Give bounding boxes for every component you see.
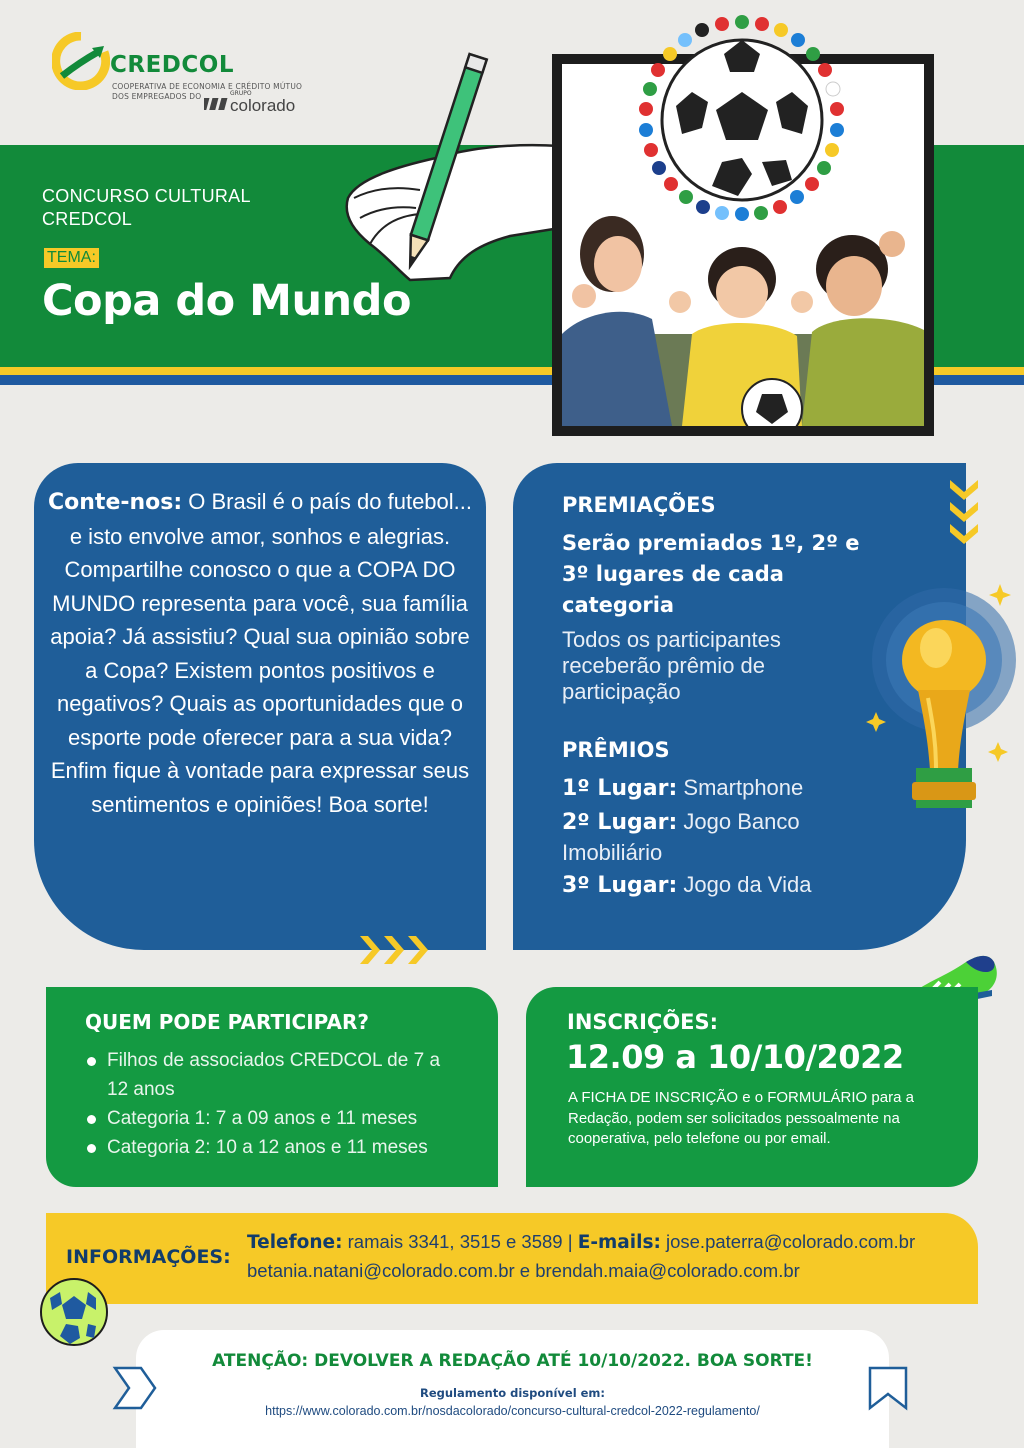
email-label: E-mails:: [577, 1232, 661, 1253]
prize-first-item: Smartphone: [677, 775, 804, 800]
prizes-title: PRÊMIOS: [562, 738, 670, 762]
contest-label-line1: CONCURSO CULTURAL: [42, 186, 251, 206]
email-link[interactable]: jose.paterra@colorado.com.br: [660, 1231, 916, 1252]
list-item: Filhos de associados CREDCOL de 7 a 12 anos: [85, 1046, 445, 1104]
contest-label-line2: CREDCOL: [42, 209, 133, 229]
chevrons-right-icon: [358, 934, 430, 966]
phone-label: Telefone:: [247, 1232, 343, 1253]
prize-third: [562, 870, 862, 901]
info-contacts: [247, 1228, 967, 1285]
credcol-swoosh-icon: [52, 32, 110, 90]
logo-subtitle-line2: DOS EMPREGADOS DO: [112, 92, 202, 101]
hand-pencil-illustration: [340, 48, 560, 288]
rules-link[interactable]: https://www.colorado.com.br/nosdacolorado/concurso-cultural-credcol-2022-regulamento/: [265, 1404, 760, 1418]
prize-first-place: 1º Lugar:: [562, 776, 678, 801]
awards-highlight: Serão premiados 1º, 2º e 3º lugares de cada categoria: [562, 531, 860, 617]
email-links[interactable]: betania.natani@colorado.com.br e brendah.maia@colorado.com.br: [247, 1260, 800, 1281]
chevrons-down-icon: [948, 478, 980, 548]
info-label: INFORMAÇÕES:: [66, 1246, 231, 1268]
registration-text: A FICHA DE INSCRIÇÃO e o FORMULÁRIO para a Redação, podem ser solicitados pessoalmente na cooperativa, pelo telefone ou por email.: [568, 1089, 914, 1147]
list-item: Categoria 1: 7 a 09 anos e 11 meses: [85, 1104, 485, 1133]
page-title: Copa do Mundo: [42, 276, 411, 326]
registration-dates: 12.09 a 10/10/2022: [566, 1038, 904, 1076]
story-text: [44, 485, 476, 821]
prize-second-item: Jogo Banco Imobiliário: [562, 809, 800, 865]
registration-title: INSCRIÇÕES:: [567, 1010, 719, 1034]
credcol-logo: [52, 30, 352, 122]
logo-group: colorado: [230, 96, 296, 115]
who-title: QUEM PODE PARTICIPAR?: [85, 1010, 369, 1034]
contest-label: [42, 185, 251, 231]
prize-first: [562, 773, 862, 804]
list-item: Categoria 2: 10 a 12 anos e 11 meses: [85, 1133, 485, 1162]
phone-value: ramais 3341, 3515 e 3589 |: [342, 1231, 578, 1252]
prize-third-item: Jogo da Vida: [677, 872, 812, 897]
logo-group-small: GRUPO: [230, 90, 252, 97]
bookmark-icon: [864, 1364, 912, 1412]
world-cup-trophy-icon: [866, 580, 1016, 820]
prize-third-place: 3º Lugar:: [562, 873, 678, 898]
prize-second-place: 2º Lugar:: [562, 810, 678, 835]
soccer-ball-icon: [38, 1276, 110, 1348]
theme-label: TEMA:: [44, 248, 99, 268]
who-list: [85, 1046, 485, 1162]
awards-note: Todos os participantes receberão prêmio de participação: [562, 627, 781, 704]
logo-subtitle-line1: COOPERATIVA DE ECONOMIA E CRÉDITO MÚTUO: [112, 82, 303, 91]
story-lead: Conte-nos:: [48, 490, 183, 515]
soccer-ball-flags-graphic: [632, 10, 852, 230]
logo-name: CREDCOL: [110, 52, 234, 78]
story-body: O Brasil é o país do futebol... e isto envolve amor, sonhos e alegrias. Compartilhe conosco o que a COPA DO MUNDO representa para você, sua família apoia? Já assistiu? Qual sua opinião sobre a Copa? Existem pontos positivos e negativos? Quais as oportunidades que o esporte pode oferecer para a sua vida? Enfim fique à vontade para expressar seus sentimentos e opiniões! Boa sorte!: [50, 489, 472, 817]
rules-label: Regulamento disponível em:: [419, 1386, 606, 1400]
prize-second: [562, 807, 842, 868]
attention-title: ATENÇÃO: DEVOLVER A REDAÇÃO ATÉ 10/10/2022. BOA SORTE!: [212, 1351, 813, 1371]
awards-title: PREMIAÇÕES: [562, 493, 716, 517]
